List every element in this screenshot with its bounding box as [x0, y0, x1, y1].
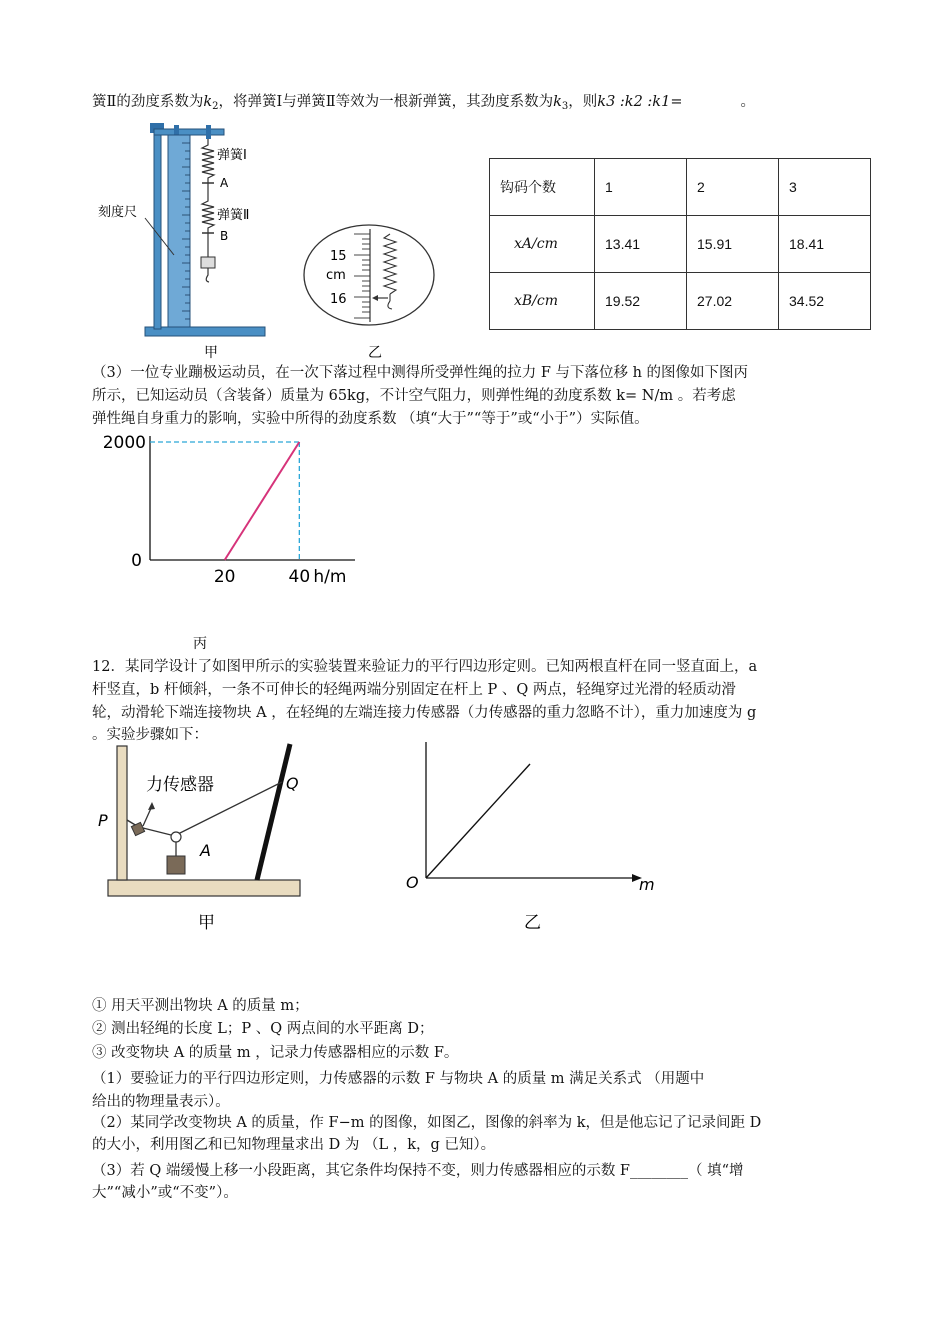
spring-2 [202, 181, 214, 231]
table-row-label: xA/cm [490, 216, 595, 273]
k2-subscript: 2 [212, 101, 219, 112]
top-bar [154, 129, 224, 135]
step-item: ② 测出轻绳的长度 L；P 、Q 两点间的水平距离 D； [92, 1021, 434, 1037]
table-row [490, 216, 871, 273]
rod-a [117, 746, 127, 880]
data-line [225, 442, 300, 560]
k3-subscript: 3 [561, 101, 569, 112]
zoom-spring [384, 234, 396, 294]
table-row-label: xB/cm [490, 273, 595, 330]
ground-board [108, 880, 300, 896]
ruler-zoom-figure [300, 222, 445, 367]
q12-line4: 。实验步骤如下： [92, 727, 208, 743]
q12-part1-line2: 给出的物理量表示）。 [92, 1094, 230, 1110]
table-cell: 15.91 [687, 216, 779, 273]
block-a [167, 856, 185, 874]
q12-part2-line2: 的大小，利用图乙和已知物理量求出 D 为 （L ，k，g 已知）。 [92, 1137, 496, 1153]
x-tick-label: 20 [213, 567, 236, 587]
hook-clamp [206, 125, 211, 139]
chart-bing [95, 428, 355, 658]
k3-symbol: k [553, 94, 562, 110]
origin-o-label: O [406, 873, 419, 892]
figure-yi-caption-2: 乙 [524, 913, 541, 933]
ratio-expression: k3 :k2 :k1= [597, 94, 683, 110]
q11-part3-line2: 所示，已知运动员（含装备）质量为 65kg，不计空气阻力，则弹性绳的劲度系数 k= N/m 。若考虑 [92, 388, 736, 404]
k2-symbol: k [203, 94, 213, 110]
pointer-arrow-icon [372, 295, 378, 301]
point-b-label: B [220, 229, 229, 243]
table-header-cell: 3 [779, 159, 871, 216]
f-m-graph [398, 740, 668, 940]
stand-rod [154, 127, 161, 329]
q11-intro-end: 。 [740, 94, 755, 110]
q11-intro-line [92, 92, 755, 117]
q11-intro-pre: 簧Ⅱ的劲度系数为 [92, 94, 204, 110]
spring-2-label: 弹簧Ⅱ [217, 208, 250, 223]
hook-weight [201, 257, 215, 268]
zoom-hook-icon [388, 301, 392, 309]
table-row [490, 273, 871, 330]
figure-jia-caption: 甲 [204, 345, 218, 361]
ruler-label: 刻度尺 [98, 205, 138, 220]
figure-jia-caption-2: 甲 [198, 913, 215, 933]
q12-line2: 杆竖直，b 杆倾斜，一条不可伸长的轻绳两端分别固定在杆上 P 、Q 两点，轻绳穿过光滑的轻质动滑 [92, 682, 736, 698]
q11-part3-line1: （3）一位专业蹦极运动员，在一次下落过程中测得所受弹性绳的拉力 F 与下落位移 h 的图像如下图丙 [92, 365, 749, 381]
q12-line1: 12．某同学设计了如图甲所示的实验装置来验证力的平行四边形定则。已知两根直杆在同一竖直面上，a [92, 659, 758, 675]
table-cell: 34.52 [779, 273, 871, 330]
table-cell: 27.02 [687, 273, 779, 330]
rod-b [257, 744, 290, 880]
q12-line3: 轮，动滑轮下端连接物块 A ，在轻绳的左端连接力传感器（力传感器的重力忽略不计），重力加速度为 g [92, 705, 757, 721]
pulley-icon [171, 832, 181, 842]
tick-16-label: 16 [330, 292, 347, 307]
table-header-cell: 钩码个数 [490, 159, 595, 216]
q12-part1-line1: （1）要验证力的平行四边形定则，力传感器的示数 F 与物块 A 的质量 m 满足关系式 （用题中 [92, 1071, 705, 1087]
q12-part2-line1: （2）某同学改变物块 A 的质量，作 F−m 的图像，如图乙，图像的斜率为 k，但是他忘记了记录间距 D [92, 1115, 762, 1131]
pulley-apparatus-figure [92, 742, 312, 942]
point-q-label: Q [286, 774, 299, 793]
cm-unit-label: cm [326, 268, 346, 283]
spring-apparatus-figure [90, 115, 290, 365]
tick-15-label: 15 [330, 249, 347, 264]
figure-yi-caption: 乙 [368, 345, 382, 361]
figure-bing-caption: 丙 [193, 636, 207, 652]
x-axis-label: h/m [313, 567, 347, 587]
table-cell: 13.41 [595, 216, 687, 273]
y-tick-label: 2000 [102, 433, 146, 453]
graph-line [426, 764, 530, 878]
block-a-label: A [200, 841, 211, 860]
q11-part3-line3: 弹性绳自身重力的影响，实验中所得的劲度系数 （填“大于”“等于”或“小于”）实际值。 [92, 411, 649, 427]
point-p-label: P [98, 811, 108, 830]
point-a-label: A [220, 176, 229, 190]
table-header-row [490, 159, 871, 216]
origin-label: 0 [131, 551, 142, 571]
table-cell: 19.52 [595, 273, 687, 330]
rope-left [143, 828, 175, 836]
q12-part3-line2: 大”“减小”或“不变”）。 [92, 1185, 238, 1201]
sensor-arrow-icon [148, 802, 155, 810]
spring-1 [202, 139, 214, 181]
table-header-cell: 2 [687, 159, 779, 216]
hook-icon [206, 268, 209, 282]
q12-part3-line1: （3）若 Q 端缓慢上移一小段距离，其它条件均保持不变，则力传感器相应的示数 F________（ 填“增 [92, 1163, 744, 1179]
data-table [489, 158, 871, 330]
table-header-cell: 1 [595, 159, 687, 216]
step-item: ① 用天平测出物块 A 的质量 m； [92, 998, 309, 1014]
zoom-ellipse [304, 225, 434, 325]
q11-intro-mid2: ，则 [568, 94, 598, 110]
zoom-ticks [354, 234, 370, 318]
force-sensor-label: 力传感器 [146, 775, 214, 795]
x-tick-label: 40 [288, 567, 311, 587]
apparatus-base [145, 327, 265, 336]
step-item: ③ 改变物块 A 的质量 m ，记录力传感器相应的示数 F。 [92, 1045, 459, 1061]
table-cell: 18.41 [779, 216, 871, 273]
q11-intro-mid: ，将弹簧Ⅰ与弹簧Ⅱ等效为一根新弹簧，其劲度系数为 [218, 94, 554, 110]
m-axis-label: m [639, 875, 655, 894]
spring-1-label: 弹簧Ⅰ [217, 148, 247, 163]
